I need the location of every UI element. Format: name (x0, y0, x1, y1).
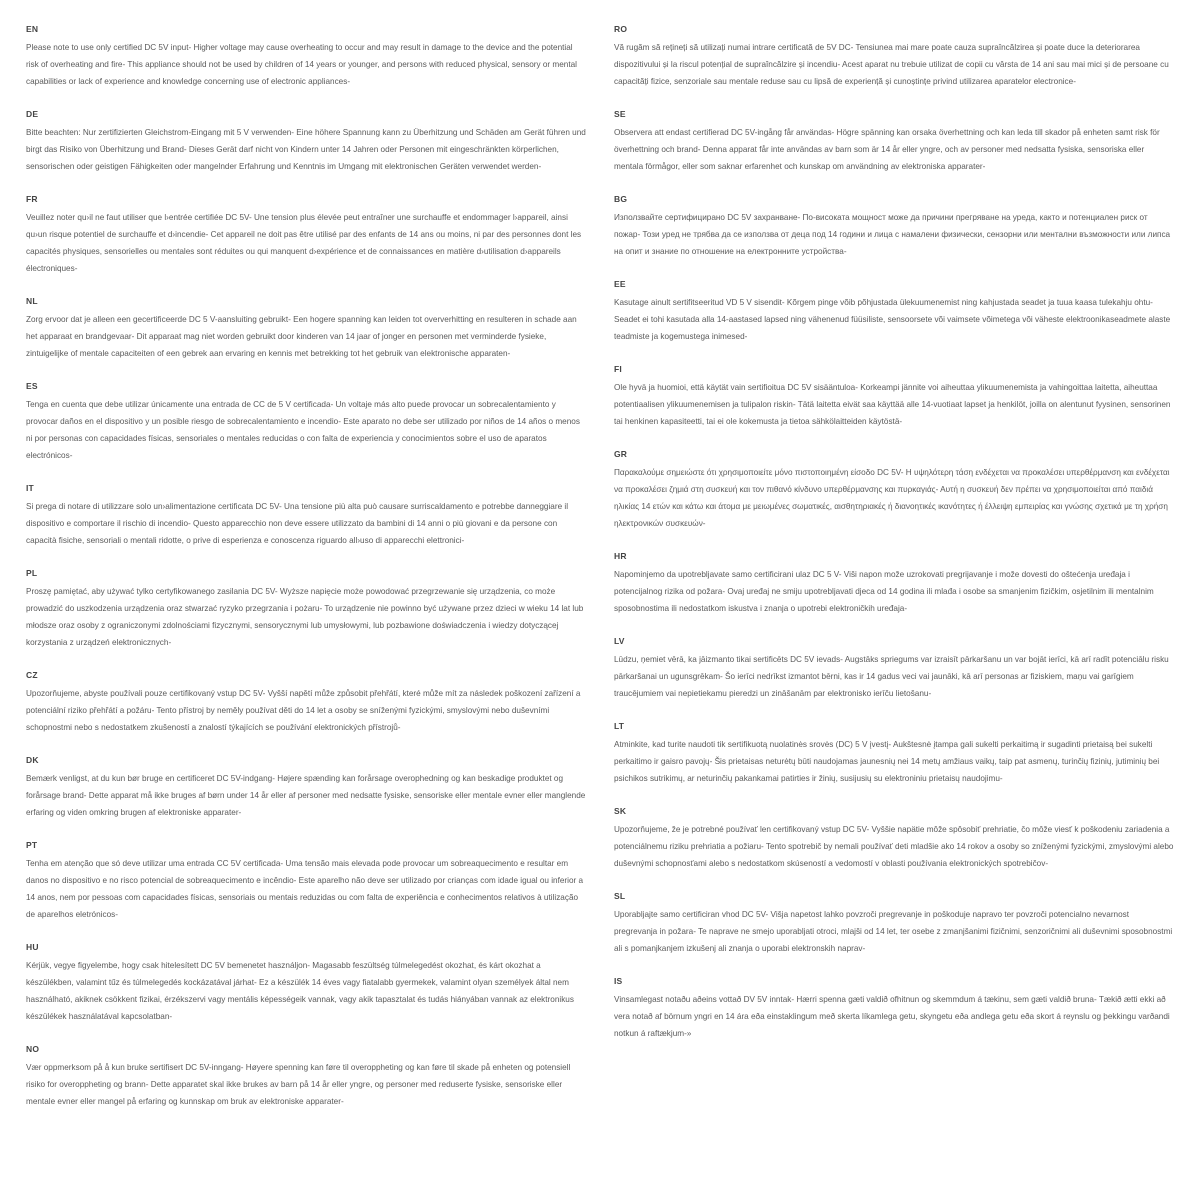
language-code: HU (26, 942, 39, 952)
warning-text: Upozorňujeme, že je potrebné používať len certifikovaný vstup DC 5V- Vyššie napätie môže spôsobiť prehriatie, čo môže viesť k poškodeniu zariadenia a potenciálnemu riziku prehriatia a požiaru- Tento spotrebič by nemali používať deti mladšie ako 14 rokov a osoby so zníženými fyzickými, zmyslovými alebo duševnými schopnosťami alebo s nedostatkom skúseností a vedomostí v oblasti používania elektronických spotrebičov- (614, 825, 1174, 868)
section-sk (614, 806, 1174, 872)
section-ee (614, 279, 1174, 345)
warning-text: Observera att endast certifierad DC 5V-ingång får användas- Högre spänning kan orsaka överhettning och kan leda till skador på enheten samt risk för överhettning och brand- Denna apparat får inte användas av barn som är 14 år eller yngre, och av personer med nedsatta fysiska, sensoriska eller mentala förmågor, eller som saknar erfarenhet och kunskap om användning av elektroniska apparater- (614, 128, 1160, 171)
language-code: CZ (26, 670, 38, 680)
section-lt (614, 721, 1174, 787)
language-code: EN (26, 24, 39, 34)
warning-text: Lūdzu, ņemiet vērā, ka jāizmanto tikai sertificēts DC 5V ievads- Augstāks spriegums var izraisīt pārkaršanu un var bojāt ierīci, kā arī radīt potenciālu risku pārkaršanai un ugunsgrēkam- Šo ierīci nedrīkst izmantot bērni, kas ir 14 gadus veci vai jaunāki, kā arī personas ar fiziskiem, maņu vai garīgiem traucējumiem vai nepietiekamu pieredzi un zināšanām par elektronisko ierīču lietošanu- (614, 655, 1169, 698)
language-code: BG (614, 194, 628, 204)
section-nl (26, 296, 586, 362)
language-code: DK (26, 755, 39, 765)
language-code: SL (614, 891, 626, 901)
warning-text: Tenga en cuenta que debe utilizar únicamente una entrada de CC de 5 V certificada- Un voltaje más alto puede provocar un sobrecalentamiento y provocar daños en el dispositivo y un posible riesgo de sobrecalentamiento e incendio- Este aparato no debe ser utilizado por niños de 14 años o menos ni por personas con capacidades físicas, sensoriales o mentales reducidas o con falta de experiencia y conocimientos sobre el uso de aparatos electrónicos- (26, 400, 580, 460)
language-code: LV (614, 636, 625, 646)
language-code: FR (26, 194, 38, 204)
section-pl (26, 568, 586, 651)
warning-text: Please note to use only certified DC 5V input- Higher voltage may cause overheating to occur and may result in damage to the device and the potential risk of overheating and fire- This appliance should not be used by children of 14 years or younger, and persons with reduced physical, sensory or mental capabilities or lack of experience and knowledge concerning use of electronic appliances- (26, 43, 578, 86)
section-hr (614, 551, 1174, 617)
language-code: HR (614, 551, 627, 561)
section-bg (614, 194, 1174, 260)
section-es (26, 381, 586, 464)
language-code: SE (614, 109, 626, 119)
section-hu (26, 942, 586, 1025)
section-en (26, 24, 586, 90)
section-gr (614, 449, 1174, 532)
language-code: DE (26, 109, 39, 119)
section-no (26, 1044, 586, 1110)
right-column (608, 24, 1174, 1200)
warning-text: Ole hyvä ja huomioi, että käytät vain sertifioitua DC 5V sisääntuloa- Korkeampi jännite voi aiheuttaa ylikuumenemista ja vahingoittaa laitetta, aiheuttaa potentiaalisen ylikuumenemisen ja tulipalon riskin- Tätä laitetta eivät saa käyttää alle 14-vuotiaat lapset ja henkilöt, joilla on alentunut fyysinen, sensorinen tai henkinen kapasiteetti, tai ei ole kokemusta ja tietoa sähkölaitteiden käytöstä- (614, 383, 1171, 426)
language-code: LT (614, 721, 625, 731)
section-dk (26, 755, 586, 821)
section-fr (26, 194, 586, 277)
warning-text: Proszę pamiętać, aby używać tylko certyfikowanego zasilania DC 5V- Wyższe napięcie może powodować przegrzewanie się urządzenia, co może prowadzić do uszkodzenia urządzenia oraz stwarzać ryzyko przegrzania i pożaru- To urządzenie nie powinno być używane przez dzieci w wieku 14 lat lub młodsze oraz osoby z ograniczonymi zdolnościami fizycznymi, sensorycznymi lub umysłowymi, lub pozbawione doświadczenia i wiedzy dotyczącej korzystania z urządzeń elektronicznych- (26, 587, 584, 647)
language-code: PT (26, 840, 38, 850)
warning-text: Vă rugăm să rețineți să utilizați numai intrare certificată de 5V DC- Tensiunea mai mare poate cauza supraîncălzirea și poate duce la deteriorarea dispozitivului și la riscul potențial de supraîncălzire și incendiu- Acest aparat nu trebuie utilizat de copii cu vârsta de 14 ani sau mai mici și de persoane cu capacități fizice, senzoriale sau mentale reduse sau cu lipsă de experiență și cunoștințe privind utilizarea aparatelor electronice- (614, 43, 1169, 86)
section-is (614, 976, 1174, 1042)
warning-text: Tenha em atenção que só deve utilizar uma entrada CC 5V certificada- Uma tensão mais elevada pode provocar um sobreaquecimento e resultar em danos no dispositivo e no risco potencial de sobreaquecimento e incêndio- Este aparelho não deve ser utilizado por crianças com idade igual ou inferior a 14 anos, nem por pessoas com capacidades físicas, sensoriais ou mentais reduzidas ou com falta de experiência e conhecimentos relativos à utilização de aparelhos eletrónicos- (26, 859, 584, 919)
section-pt (26, 840, 586, 923)
section-lv (614, 636, 1174, 702)
section-se (614, 109, 1174, 175)
warning-text: Zorg ervoor dat je alleen een gecertificeerde DC 5 V-aansluiting gebruikt- Een hogere spanning kan leiden tot oververhitting en resulteren in schade aan het apparaat en brandgevaar- Dit apparaat mag niet worden gebruikt door kinderen van 14 jaar of jonger en personen met verminderde fysieke, zintuigelijke of mentale capaciteiten of een gebrek aan ervaring en kennis met betrekking tot het gebruik van elektronische apparaten- (26, 315, 577, 358)
warning-text: Atminkite, kad turite naudoti tik sertifikuotą nuolatinės srovės (DC) 5 V įvestį- Aukštesnė įtampa gali sukelti perkaitimą ir sugadinti prietaisą bei sukelti perkaitimo ir gaisro pavojų- Šis prietaisas neturėtų būti naudojamas jaunesnių nei 14 metų amžiaus vaikų, taip pat asmenų, turinčių fizinių, jutiminių bei psichikos sutrikimų, ar neturinčių pakankamai patirties ir žinių, susijusių su elektroniniu prietaisų naudojimu- (614, 740, 1160, 783)
section-it (26, 483, 586, 549)
warning-text: Bemærk venligst, at du kun bør bruge en certificeret DC 5V-indgang- Højere spænding kan forårsage overophedning og kan beskadige produktet og forårsage brand- Dette apparat må ikke bruges af børn under 14 år eller af personer med nedsatte fysiske, sensoriske eller mentale evner eller manglende erfaring og viden omkring brugen af elektroniske apparater- (26, 774, 586, 817)
warning-text: Παρακαλούμε σημειώστε ότι χρησιμοποιείτε μόνο πιστοποιημένη είσοδο DC 5V- Η υψηλότερη τάση ενδέχεται να προκαλέσει υπερθέρμανση και ενδέχεται να προκαλέσει ζημιά στη συσκευή και τον πιθανό κίνδυνο υπερθέρμανσης και πυρκαγιάς- Αυτή η συσκευή δεν πρέπει να χρησιμοποιείται από παιδιά ηλικίας 14 ετών και κάτω και άτομα με μειωμένες σωματικές, αισθητηριακές ή διανοητικές ικανότητες ή έλλειψη εμπειρίας και γνώσης σχετικά με τη χρήση ηλεκτρονικών συσκευών- (614, 468, 1170, 528)
left-column (26, 24, 592, 1200)
language-code: PL (26, 568, 38, 578)
language-code: NO (26, 1044, 40, 1054)
language-code: IT (26, 483, 34, 493)
language-code: EE (614, 279, 626, 289)
warning-text: Vinsamlegast notaðu aðeins vottað DV 5V inntak- Hærri spenna gæti valdið ofhitnun og skemmdum á tækinu, sem gæti valdið bruna- Tækið ætti ekki að vera notað af börnum yngri en 14 ára eða einstaklingum með skerta líkamlega getu, skyngetu eða andlega getu eða skort á reynslu og þekkingu varðandi notkun á raftækjum-» (614, 995, 1170, 1038)
warning-text: Bitte beachten: Nur zertifizierten Gleichstrom-Eingang mit 5 V verwenden- Eine höhere Spannung kann zu Überhitzung und Schäden am Gerät führen und birgt das Risiko von Überhitzung und Brand- Dieses Gerät darf nicht von Kindern unter 14 Jahren oder Personen mit eingeschränkten körperlichen, sensorischen oder geistigen Fähigkeiten oder mangelnder Erfahrung und Kenntnis im Umgang mit elektronischen Geräten verwendet werden- (26, 128, 586, 171)
language-code: ES (26, 381, 38, 391)
language-code: FI (614, 364, 622, 374)
warning-text: Upozorňujeme, abyste používali pouze certifikovaný vstup DC 5V- Vyšší napětí může způsobit přehřátí, které může mít za následek poškození zařízení a potenciální riziko přehřátí a požáru- Tento přístroj by neměly používat děti do 14 let a osoby se sníženými fyzickými, smyslovými nebo duševními schopnostmi nebo s nedostatkem zkušeností a znalostí týkajících se používání elektronických přístrojů- (26, 689, 581, 732)
section-de (26, 109, 586, 175)
warning-text: Uporabljajte samo certificiran vhod DC 5V- Višja napetost lahko povzroči pregrevanje in poškoduje napravo ter povzroči potencialno nevarnost pregrevanja in požara- Te naprave ne smejo uporabljati otroci, mlajši od 14 let, ter osebe z zmanjšanimi fizičnimi, senzoričnimi ali duševnimi sposobnostmi ali s pomanjkanjem izkušenj ali znanja o uporabi elektronskih naprav- (614, 910, 1173, 953)
language-code: RO (614, 24, 628, 34)
warning-text: Kasutage ainult sertifitseeritud VD 5 V sisendit- Kõrgem pinge võib põhjustada ülekuumenemist ning kahjustada seadet ja tuua kaasa tulekahju ohtu- Seadet ei tohi kasutada alla 14-aastased lapsed ning vähenenud füüsiliste, sensoorsete või vaimsete võimetega või väheste elektroonikaseadmete alaste teadmiste ja kogemustega inimesed- (614, 298, 1171, 341)
warning-text: Napominjemo da upotrebljavate samo certificirani ulaz DC 5 V- Viši napon može uzrokovati pregrijavanje i može dovesti do oštećenja uređaja i potencijalnog rizika od požara- Ovaj uređaj ne smiju upotrebljavati djeca od 14 godina ili mlađa i osobe sa smanjenim fizičkim, osjetilnim ili mentalnim sposobnostima ili nedostatkom iskustva i znanja o upotrebi elektroničkih uređaja- (614, 570, 1154, 613)
warning-text: Si prega di notare di utilizzare solo un›alimentazione certificata DC 5V- Una tensione più alta può causare surriscaldamento e potrebbe danneggiare il dispositivo e comportare il rischio di incendio- Questo apparecchio non deve essere utilizzato da bambini di 14 anni o più giovani e da persone con capacità fisiche, sensoriali o mentali ridotte, o prive di esperienza e conoscenza riguardo all›uso di apparecchi elettronici- (26, 502, 569, 545)
warning-text: Използвайте сертифицирано DC 5V захранване- По-високата мощност може да причини прегряване на уреда, както и потенциален риск от пожар- Този уред не трябва да се използва от деца под 14 години и лица с намалени физически, сензорни или ментални възможности или липса на опит и знание по отношение на електронните устройства- (614, 213, 1171, 256)
warning-text: Kérjük, vegye figyelembe, hogy csak hitelesített DC 5V bemenetet használjon- Magasabb feszültség túlmelegedést okozhat, és kárt okozhat a készülékben, valamint tűz és túlmelegedés kockázatával járhat- Ez a készülék 14 éves vagy fiatalabb gyermekek, valamint olyan személyek által nem használható, akiknek csökkent fizikai, érzékszervi vagy mentális képességeik vannak, vagy akik tapasztalat és tudás hiányában vannak az elektronikus készülékek használatával kapcsolatban- (26, 961, 574, 1021)
language-code: IS (614, 976, 623, 986)
section-sl (614, 891, 1174, 957)
language-code: NL (26, 296, 38, 306)
language-code: GR (614, 449, 628, 459)
warning-text: Veuillez noter qu›il ne faut utiliser que l›entrée certifiée DC 5V- Une tension plus élevée peut entraîner une surchauffe et endommager l›appareil, ainsi qu›un risque potentiel de surchauffe et d›incendie- Cet appareil ne doit pas être utilisé par des enfants de 14 ans ou moins, ni par des personnes dont les capacités physiques, sensorielles ou mentales sont réduites ou qui manquent d›expérience et de connaissances en matière d›utilisation d›appareils électroniques- (26, 213, 582, 273)
section-fi (614, 364, 1174, 430)
language-code: SK (614, 806, 627, 816)
section-ro (614, 24, 1174, 90)
section-cz (26, 670, 586, 736)
warning-text: Vær oppmerksom på å kun bruke sertifisert DC 5V-inngang- Høyere spenning kan føre til overoppheting og kan føre til skade på enheten og potensiell risiko for overoppheting og brann- Dette apparatet skal ikke brukes av barn på 14 år eller yngre, og personer med reduserte fysiske, sensoriske eller mentale evner eller mangel på erfaring og kunnskap om bruk av elektroniske apparater- (26, 1063, 571, 1106)
